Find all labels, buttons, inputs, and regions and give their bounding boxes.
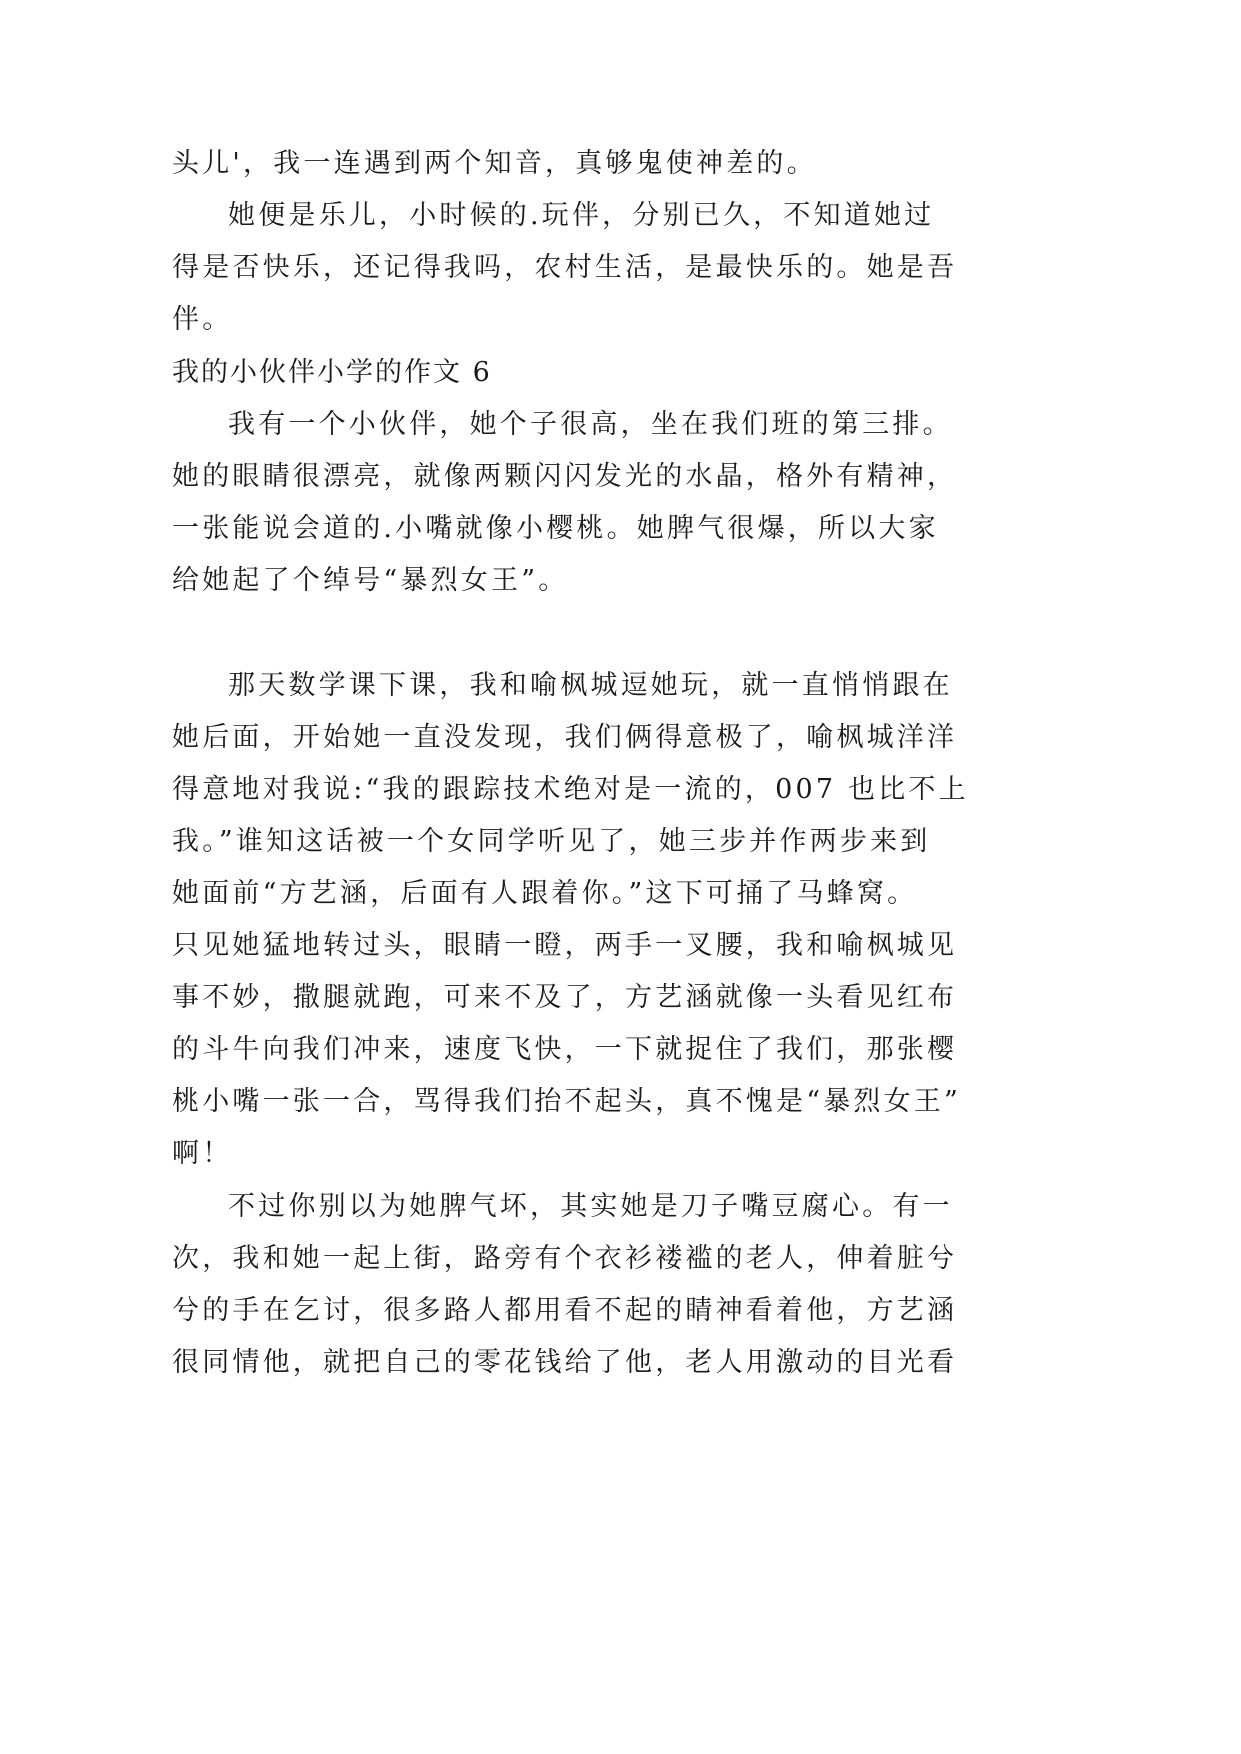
text-line: 她面前“方艺涵，后面有人跟着你。”这下可捅了马蜂窝。	[172, 878, 918, 909]
section-heading: 我的小伙伴小学的作文 6	[172, 357, 492, 388]
paragraph-start-line: 那天数学课下课，我和喻枫城逗她玩，就一直悄悄跟在	[228, 670, 953, 701]
text-line: 桃小嘴一张一合，骂得我们抬不起头，真不愧是“暴烈女王”	[172, 1086, 962, 1117]
text-line: 次，我和她一起上街，路旁有个衣衫褛褴的老人，伸着脏兮	[172, 1243, 958, 1274]
text-line: 事不妙，撒腿就跑，可来不及了，方艺涵就像一头看见红布	[172, 982, 958, 1013]
paragraph-start-line: 不过你别以为她脾气坏，其实她是刀子嘴豆腐心。有一	[228, 1191, 953, 1222]
text-line: 她的眼睛很漂亮，就像两颗闪闪发光的水晶，格外有精神，	[172, 461, 958, 492]
text-line: 头儿'，我一连遇到两个知音，真够鬼使神差的。	[172, 148, 817, 179]
paragraph-start-line: 她便是乐儿，小时候的.玩伴，分别已久，不知道她过	[228, 200, 935, 231]
paragraph-start-line: 我有一个小伙伴，她个子很高，坐在我们班的第三排。	[228, 409, 953, 440]
text-line: 得意地对我说:“我的跟踪技术绝对是一流的，007 也比不上	[172, 774, 969, 805]
text-line: 啊！	[172, 1138, 233, 1169]
text-line: 的斗牛向我们冲来，速度飞快，一下就捉住了我们，那张樱	[172, 1034, 958, 1065]
text-line: 她后面，开始她一直没发现，我们俩得意极了，喻枫城洋洋	[172, 722, 958, 753]
text-line: 兮的手在乞讨，很多路人都用看不起的睛神看着他，方艺涵	[172, 1295, 958, 1326]
text-line: 伴。	[172, 304, 233, 335]
text-line: 我。”谁知这话被一个女同学听见了，她三步并作两步来到	[172, 826, 931, 857]
text-line: 只见她猛地转过头，眼睛一瞪，两手一叉腰，我和喻枫城见	[172, 930, 958, 961]
text-line: 得是否快乐，还记得我吗，农村生活，是最快乐的。她是吾	[172, 252, 958, 283]
text-line: 一张能说会道的.小嘴就像小樱桃。她脾气很爆，所以大家	[172, 513, 939, 544]
text-line: 给她起了个绰号“暴烈女王”。	[172, 565, 569, 596]
text-line: 很同情他，就把自己的零花钱给了他，老人用激动的目光看	[172, 1347, 958, 1378]
